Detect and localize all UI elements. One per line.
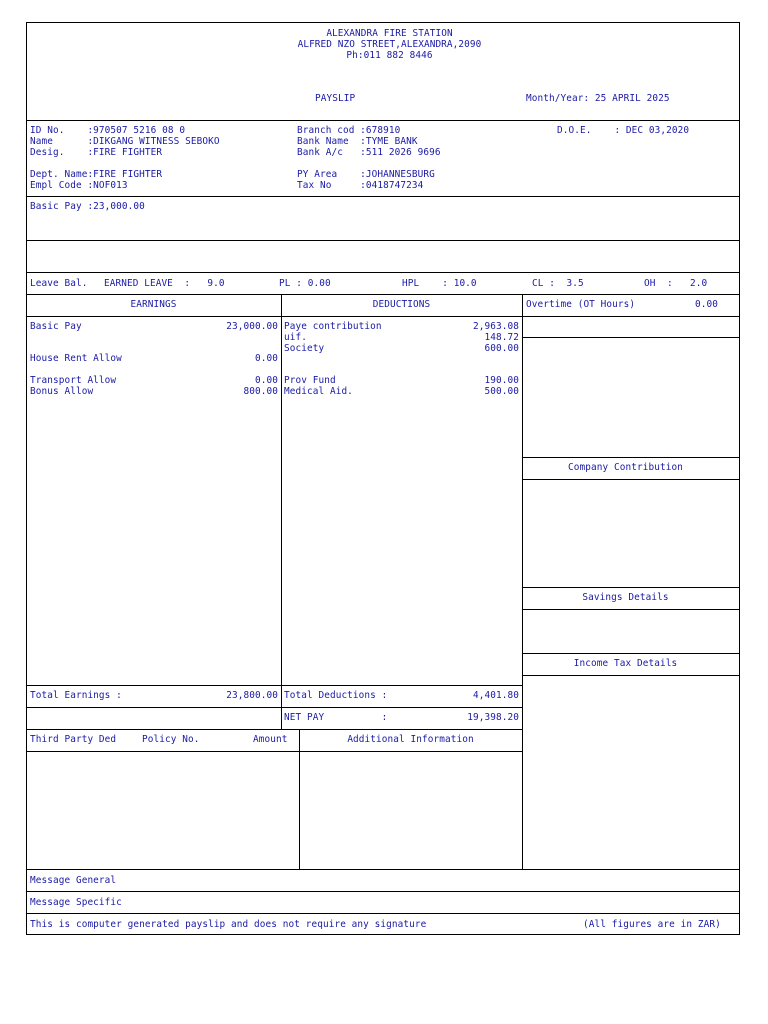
earnings-header: EARNINGS bbox=[130, 299, 177, 310]
company-contribution-header: Company Contribution bbox=[568, 462, 683, 473]
earning-label: Bonus Allow bbox=[30, 386, 94, 397]
currency-note: (All figures are in ZAR) bbox=[583, 919, 721, 930]
divider bbox=[522, 609, 740, 610]
tax-number: Tax No :0418747234 bbox=[297, 180, 424, 191]
total-deductions-value: 4,401.80 bbox=[473, 690, 519, 701]
basic-pay-summary: Basic Pay :23,000.00 bbox=[30, 201, 145, 212]
message-specific: Message Specific bbox=[30, 897, 122, 908]
date-of-employment: D.O.E. : DEC 03,2020 bbox=[557, 125, 690, 136]
divider bbox=[522, 675, 740, 676]
divider bbox=[26, 913, 740, 914]
branch-code: Branch cod :678910 bbox=[297, 125, 401, 136]
bank-account: Bank A/c :511 2026 9696 bbox=[297, 147, 441, 158]
divider bbox=[26, 240, 740, 241]
column-divider bbox=[299, 729, 300, 869]
document-title: PAYSLIP bbox=[315, 93, 356, 104]
pay-area: PY Area :JOHANNESBURG bbox=[297, 169, 435, 180]
total-deductions-label: Total Deductions : bbox=[284, 690, 388, 701]
earned-leave: EARNED LEAVE : 9.0 bbox=[104, 278, 225, 289]
other-leave: OH : 2.0 bbox=[644, 278, 708, 289]
earning-label: Transport Allow bbox=[30, 375, 117, 386]
leave-balance-label: Leave Bal. bbox=[30, 278, 88, 289]
earning-label: House Rent Allow bbox=[30, 353, 122, 364]
divider bbox=[26, 729, 522, 730]
total-earnings-label: Total Earnings : bbox=[30, 690, 122, 701]
deduction-value: 148.72 bbox=[484, 332, 519, 343]
deduction-value: 2,963.08 bbox=[473, 321, 519, 332]
footer-note: This is computer generated payslip and does not require any signature bbox=[30, 919, 427, 930]
message-general: Message General bbox=[30, 875, 117, 886]
savings-details-header: Savings Details bbox=[582, 592, 669, 603]
net-pay-value: 19,398.20 bbox=[467, 712, 519, 723]
deduction-label: uif. bbox=[284, 332, 307, 343]
third-party-ded-header: Third Party Ded bbox=[30, 734, 117, 745]
overtime-label: Overtime (OT Hours) bbox=[526, 299, 636, 310]
column-divider bbox=[522, 294, 523, 869]
income-tax-details-header: Income Tax Details bbox=[573, 658, 678, 669]
divider bbox=[26, 685, 522, 686]
id-number: ID No. :970507 5216 08 0 bbox=[30, 125, 186, 136]
earning-value: 0.00 bbox=[255, 375, 278, 386]
half-pay-leave: HPL : 10.0 bbox=[402, 278, 477, 289]
earning-value: 23,000.00 bbox=[226, 321, 278, 332]
divider bbox=[26, 891, 740, 892]
total-earnings-value: 23,800.00 bbox=[226, 690, 278, 701]
net-pay-label: NET PAY : bbox=[284, 712, 388, 723]
policy-no-header: Policy No. bbox=[142, 734, 200, 745]
divider bbox=[26, 707, 522, 708]
divider bbox=[26, 294, 740, 295]
divider bbox=[522, 587, 740, 588]
designation: Desig. :FIRE FIGHTER bbox=[30, 147, 163, 158]
divider bbox=[522, 337, 740, 338]
employee-code: Empl Code :NOF013 bbox=[30, 180, 128, 191]
deduction-value: 600.00 bbox=[484, 343, 519, 354]
deduction-value: 190.00 bbox=[484, 375, 519, 386]
department: Dept. Name:FIRE FIGHTER bbox=[30, 169, 163, 180]
earning-label: Basic Pay bbox=[30, 321, 82, 332]
deduction-label: Paye contribution bbox=[284, 321, 382, 332]
deduction-label: Prov Fund bbox=[284, 375, 336, 386]
divider bbox=[522, 653, 740, 654]
privilege-leave: PL : 0.00 bbox=[279, 278, 331, 289]
station-name: ALEXANDRA FIRE STATION bbox=[326, 28, 453, 39]
month-year: Month/Year: 25 APRIL 2025 bbox=[526, 93, 670, 104]
divider bbox=[26, 196, 740, 197]
employee-name: Name :DIKGANG WITNESS SEBOKO bbox=[30, 136, 220, 147]
divider bbox=[26, 751, 522, 752]
divider bbox=[26, 869, 740, 870]
bank-name: Bank Name :TYME BANK bbox=[297, 136, 418, 147]
divider bbox=[26, 316, 740, 317]
casual-leave: CL : 3.5 bbox=[532, 278, 584, 289]
station-phone: Ph:011 882 8446 bbox=[346, 50, 433, 61]
station-address: ALFRED NZO STREET,ALEXANDRA,2090 bbox=[297, 39, 482, 50]
divider bbox=[522, 457, 740, 458]
earning-value: 800.00 bbox=[243, 386, 278, 397]
column-divider bbox=[281, 294, 282, 729]
divider bbox=[522, 479, 740, 480]
overtime-value: 0.00 bbox=[695, 299, 718, 310]
deduction-label: Society bbox=[284, 343, 325, 354]
amount-header: Amount bbox=[253, 734, 288, 745]
additional-info-header: Additional Information bbox=[347, 734, 474, 745]
deductions-header: DEDUCTIONS bbox=[372, 299, 431, 310]
divider bbox=[26, 120, 740, 121]
deduction-label: Medical Aid. bbox=[284, 386, 353, 397]
deduction-value: 500.00 bbox=[484, 386, 519, 397]
earning-value: 0.00 bbox=[255, 353, 278, 364]
divider bbox=[26, 272, 740, 273]
